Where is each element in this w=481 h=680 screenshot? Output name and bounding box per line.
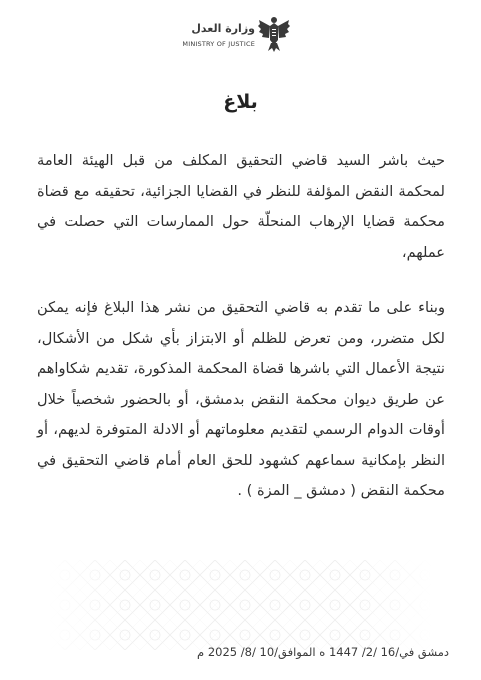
date-line: دمشق في/16 /2/ 1447 ه الموافق/10 /8/ 2025 م <box>197 645 449 659</box>
ministry-name-english: MINISTRY OF JUSTICE <box>182 40 255 48</box>
ministry-logo <box>183 14 291 58</box>
paragraph-1: حيث باشر السيد قاضي التحقيق المكلف من قبل الهيئة العامة لمحكمة النقض المؤلفة للنظر في القضايا الجزائية، تحقيقه مع قضاة محكمة قضايا الإرهاب المنحلّة حول الممارسات التي حصلت في عملهم، <box>37 152 445 261</box>
paragraph-2: وبناء على ما تقدم به قاضي التحقيق من نشر هذا البلاغ فإنه يمكن لكل متضرر، ومن تعرض للظلم أو الابتزاز بأي شكل من الأشكال، نتيجة الأعمال التي باشرها قضاة المحكمة المذكورة، تقديم شكاواهم عن طريق ديوان محكمة النقض بدمشق، أو بالحضور شخصياً خلال أوقات الدوام الرسمي لتقديم معلوماتهم أو الادلة المتوفرة لديهم، أو النظر بإمكانية سماعهم كشهود للحق العام أمام قاضي التحقيق في محكمة النقض ( دمشق _ المزة ) . <box>37 299 445 499</box>
ministry-name-arabic: وزارة العدل <box>191 22 255 35</box>
decorative-pattern <box>50 560 431 650</box>
document-title: بلاغ <box>223 91 258 113</box>
eagle-emblem-icon <box>257 14 291 54</box>
